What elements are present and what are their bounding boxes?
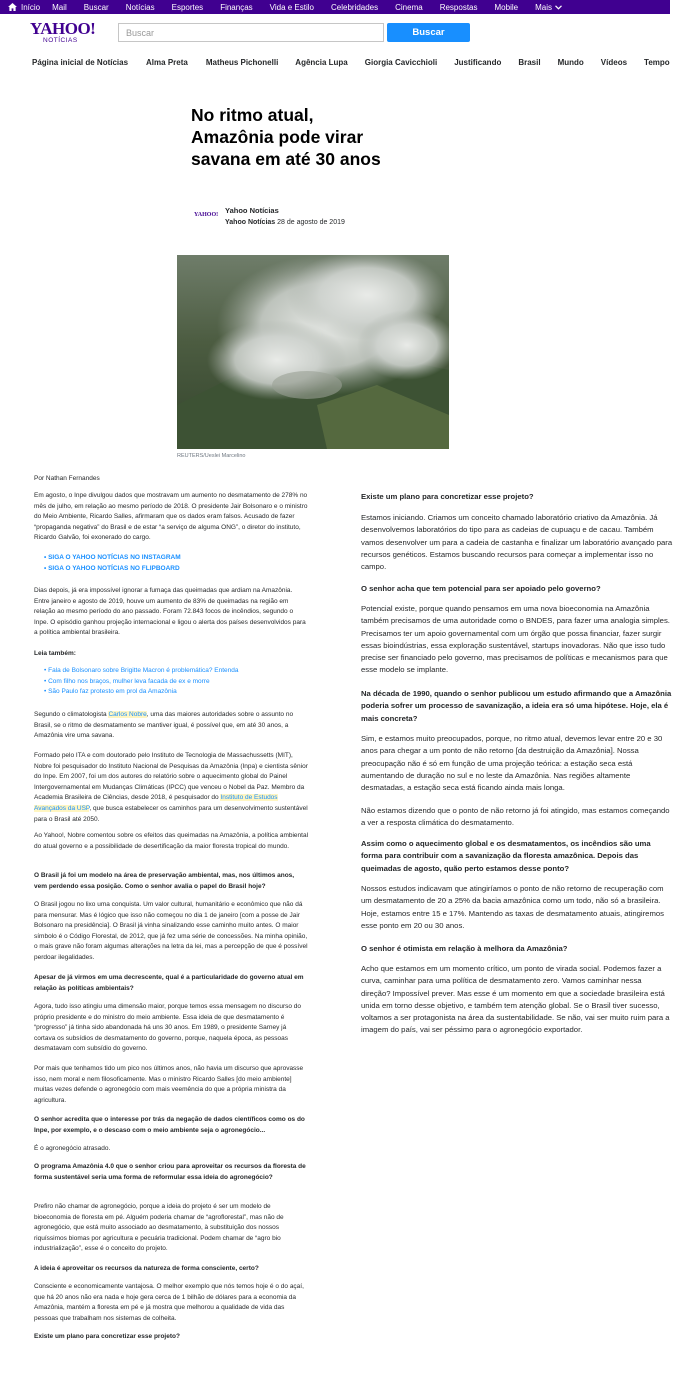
topbar-item-cinema[interactable] <box>395 3 423 12</box>
interview-question <box>361 688 673 725</box>
related-link-label: Com filho nos braços, mulher leva facada de ex e morre <box>48 677 210 685</box>
topbar-label: Mobile <box>494 2 519 12</box>
interview-answer <box>361 883 673 932</box>
related-link-label: São Paulo faz protesto em prol da Amazônia <box>48 688 177 696</box>
answer-text: Acho que estamos em um momento crítico, um ponto de virada social. Podemos fazer a curva, caminhar para uma política de desmatamento zero. Vamos caminhar nessa direção? Impossível prever. Mas esse é um momento em que a sociedade brasileira está unida em torno desse objetivo, e também tem atenção global. Se o Brasil tiver sucesso, voltamos a ser protagonista na área da sustentabilidade. Se não, vai ser muito ruim para a imagem do país, vai ser péssimo para o agronegócio exportador. <box>361 964 670 1035</box>
interview-answer <box>361 805 673 830</box>
topbar-label: Buscar <box>83 2 109 12</box>
topbar-label: Notícias <box>125 2 155 12</box>
question-text: A ideia é aproveitar os recursos da natureza de forma consciente, certo? <box>34 1265 259 1272</box>
interview-answer <box>361 603 673 677</box>
related-heading-text: Leia também: <box>34 650 76 657</box>
question-text: O senhor é otimista em relação à melhora da Amazônia? <box>361 944 568 953</box>
home-icon <box>8 3 17 11</box>
topbar-item-celebridades[interactable] <box>331 3 378 12</box>
article-meta <box>225 219 345 226</box>
nav-item-justificando[interactable]: Justificando <box>454 58 502 67</box>
answer-text: Por mais que tenhamos tido um pico nos últimos anos, não havia um discurso que aprovasse isso, nem moral e nem filosoficamente. Mas o ministro Ricardo Salles [do meio ambiente] muitas vezes defende o agronegócio com mais veemência do que a própria ministra da agricultura. <box>34 1065 304 1104</box>
article-date: 28 de agosto de 2019 <box>277 219 345 226</box>
interview-question <box>361 583 673 595</box>
paragraph-text: Em agosto, o Inpe divulgou dados que mostravam um aumento no desmatamento de 278% no mês de julho, em relação ao mesmo período de 2018. O presidente Jair Bolsonaro e o ministro do Meio Ambiente, Ricardo Salles, afirmaram que os dados eram falsos. Acusado de fazer “propaganda negativa” do Brasil e de estar “a serviço de alguma ONG”, o diretor do instituto, Ricardo Galvão, foi exonerado do cargo. <box>34 492 308 542</box>
paragraph <box>34 831 308 852</box>
interview-question <box>34 1162 308 1183</box>
question-text: Existe um plano para concretizar esse projeto? <box>361 492 534 501</box>
interview-question <box>361 491 673 503</box>
topbar-label: Finanças <box>220 2 253 12</box>
related-link[interactable]: • São Paulo faz protesto em prol da Amazônia <box>44 688 177 696</box>
question-text: O Brasil já foi um modelo na área de preservação ambiental, mas, nos últimos anos, vem perdendo essa posição. Como o senhor avalia o papel do Brasil hoje? <box>34 872 295 890</box>
text-run: , uma das maiores autoridades sobre o assunto no Brasil, se o ritmo de desmatamento se mantiver igual, é possível que, em até 30 anos, a Amazônia vire uma savana. <box>34 711 294 740</box>
paragraph-text <box>34 710 308 742</box>
topbar-item-inicio[interactable] <box>8 3 40 12</box>
source-logo: YAHOO! <box>194 212 219 218</box>
topbar-item-mais[interactable] <box>535 3 562 12</box>
related-link-label: Fala de Bolsonaro sobre Brigitte Macron é problemática? Entenda <box>48 667 239 674</box>
interview-answer <box>34 900 308 964</box>
topbar-item-esportes[interactable] <box>172 3 204 12</box>
topbar-label: Esportes <box>171 2 204 12</box>
paragraph-text <box>34 751 308 825</box>
answer-text: Nossos estudos indicavam que atingiríamos o ponto de não retorno de recuperação com um desmatamento de 20 a 25% da bacia amazônica como um todo, não só a brasileira. Hoje, estamos entre 15 e 17%. Mantendo as taxas de desmatamento atuais, atingiremos esse ponto em 20 ou 30 anos. <box>361 884 664 930</box>
question-text: Na década de 1990, quando o senhor publicou um estudo afirmando que a Amazônia poderia sofrer um processo de savanização, a ideia era só uma hipótese. Hoje, ela é mais concreta? <box>361 689 672 723</box>
interview-question <box>361 943 673 955</box>
chevron-down-icon <box>555 5 562 10</box>
answer-text: Potencial existe, porque quando pensamos em uma nova bioeconomia na Amazônia também precisamos de uma autoridade como o BNDES, para fazer uma analogia simples. Precisamos ter um apoio governamental com um órgão que possa financiar, fazer surgir essas bioindústrias, essa exploração sustentável, startups inovadoras. Não que isso tudo precise ser financiado pelo governo, mas precisamos de políticas e mecanismos para que esse modelo se implante. <box>361 604 670 675</box>
related-link[interactable]: • Com filho nos braços, mulher leva facada de ex e morre <box>44 677 210 685</box>
topbar-label: Celebridades <box>330 2 379 12</box>
image-caption: REUTERS/Ueslei Marcelino <box>177 453 246 459</box>
answer-text: O Brasil jogou no lixo uma conquista. Um valor cultural, humanitário e econômico que não dá para mensurar. Mas é lógico que isso não começou no dia 1 de janeiro [com a posse de Jair Bolsonaro na presidência]. O Brasil já vinha sinalizando esse caminho muito antes. O maior símbolo é o Código Florestal, de 2012, que já fez uma série de concessões. Na minha opinião, o mais grave não foram algumas alterações na letra da lei, mas a percepção de que é possível perdoar ilegalidades. <box>34 901 308 961</box>
question-text: Apesar de já virmos em uma decrescente, qual é a particularidade do governo atual em relação às políticas ambientais? <box>34 974 304 992</box>
carlos-nobre-link[interactable]: Carlos Nobre <box>108 711 147 718</box>
author-line-block <box>34 474 308 485</box>
text-run: Segundo o climatologista <box>34 711 109 718</box>
interview-answer <box>34 1144 308 1155</box>
nav-item-agencia-lupa[interactable]: Agência Lupa <box>295 58 348 67</box>
author-name[interactable]: Yahoo Notícias <box>225 206 279 215</box>
search-input[interactable] <box>118 23 384 42</box>
topbar-label: Vida e Estilo <box>269 2 314 12</box>
article-hero-image[interactable] <box>177 255 449 449</box>
related-heading <box>34 649 308 660</box>
article-title: No ritmo atual, Amazônia pode virar savana em até 30 anos <box>191 105 381 169</box>
answer-text: Sim, e estamos muito preocupados, porque, no ritmo atual, devemos levar entre 20 e 30 anos para chegar a um ponto de não retorno [da destruição da Amazônia]. Nossa preocupação não é só em função de uma projeção teórica: a estação seca está aumentando de duração no sul e no leste da Amazônia. Nas regiões altamente desmatadas, a estação seca está ficando ainda mais longa. <box>361 734 663 793</box>
topbar-item-noticias[interactable] <box>126 3 155 12</box>
nav-item-videos[interactable]: Vídeos <box>600 58 628 67</box>
question-text: O senhor acha que tem potencial para ser apoiado pelo governo? <box>361 584 601 593</box>
flipboard-promo-link[interactable]: • SIGA O YAHOO NOTÍCIAS NO FLIPBOARD <box>44 564 180 572</box>
interview-answer <box>34 1202 308 1255</box>
nav-item-tempo[interactable]: Tempo <box>644 58 670 67</box>
question-text: O programa Amazônia 4.0 que o senhor criou para aproveitar os recursos da floresta de forma sustentável seria uma forma de reformular essa ideia do agronegócio? <box>34 1163 306 1181</box>
related-link[interactable]: • Fala de Bolsonaro sobre Brigitte Macron é problemática? Entenda <box>44 667 239 674</box>
answer-text: Estamos iniciando. Criamos um conceito chamado laboratório criativo da Amazônia. Já desenvolvemos laboratórios do tipo para as cadeias de cupuaçu e de cacau. Também vamos desenvolver um para a cadeia de castanha e finalizar um laboratório avançado para recursos genéticos. Estamos buscando recursos para começar a implementar isso no campo. <box>361 513 673 572</box>
interview-answer <box>34 1064 308 1106</box>
nav-item-alma-preta[interactable]: Alma Preta <box>146 58 188 67</box>
topbar-item-vida-estilo[interactable] <box>270 3 314 12</box>
interview-answer <box>361 963 673 1037</box>
nav-item-giorgia-cavicchioli[interactable]: Giorgia Cavicchioli <box>364 58 438 67</box>
interview-question <box>34 1115 308 1136</box>
interview-question <box>34 1332 308 1343</box>
question-text: O senhor acredita que o interesse por trás da negação de dados científicos como os do Inpe, por exemplo, e o descaso com o meio ambiente seja o agronegócio... <box>34 1116 305 1134</box>
section-nav <box>32 58 670 67</box>
answer-text: Prefiro não chamar de agronegócio, porque a ideia do projeto é ser um modelo de bioeconomia de floresta em pé. Alguém poderia chamar de “agroflorestal”, mas não de agronegócio, que está muito associado ao desmatamento, à substituição dos nossos riquíssimos biomas por agricultura e pecuária tradicional. Podem chamar de “agro bio industrialização”, esse é o conceito do projeto. <box>34 1203 284 1253</box>
paragraph <box>34 710 308 742</box>
interview-answer <box>361 512 673 573</box>
nav-item-mundo[interactable]: Mundo <box>557 58 584 67</box>
promo-label: SIGA O YAHOO NOTÍCIAS NO INSTAGRAM <box>48 554 181 561</box>
interview-question <box>361 838 673 875</box>
paragraph <box>34 491 308 544</box>
nav-item-matheus-pichonelli[interactable]: Matheus Pichonelli <box>205 58 279 67</box>
promo-label: SIGA O YAHOO NOTÍCIAS NO FLIPBOARD <box>48 564 180 572</box>
question-text: Existe um plano para concretizar esse projeto? <box>34 1333 180 1340</box>
nav-item-brasil[interactable]: Brasil <box>518 58 541 67</box>
author-line: Por Nathan Fernandes <box>34 475 100 482</box>
topbar-item-respostas[interactable] <box>440 3 478 12</box>
interview-answer <box>34 1002 308 1055</box>
article-source: Yahoo Notícias <box>225 219 276 226</box>
topbar-item-mail[interactable] <box>52 3 67 12</box>
interview-question <box>34 871 308 892</box>
instagram-promo-link[interactable]: • SIGA O YAHOO NOTÍCIAS NO INSTAGRAM <box>44 554 181 561</box>
interview-answer <box>361 733 673 794</box>
topbar-label: Mail <box>52 2 67 12</box>
search-button[interactable]: Buscar <box>387 23 470 42</box>
topbar-item-buscar[interactable] <box>84 3 109 12</box>
logo-subtitle: NOTÍCIAS <box>43 37 78 44</box>
paragraph <box>34 751 308 825</box>
logo-wordmark: YAHOO! <box>30 19 96 38</box>
nav-item-home[interactable]: Página inicial de Notícias <box>32 58 129 67</box>
related-links <box>44 666 318 698</box>
topbar-label: Respostas <box>439 2 478 12</box>
interview-question <box>34 973 308 994</box>
top-bar <box>0 0 670 14</box>
text-run: Formado pelo ITA e com doutorado pelo Instituto de Tecnologia de Massachussetts (MIT), Nobre foi pesquisador do Instituto Nacional de Pesquisas da Amazônia (Inpa) e cientista sênior do Inpe. Em 2007, foi um dos autores do relatório sobre o aquecimento global do Painel Intergovernamental em Mudanças Climáticas (IPCC) que venceu o Nobel da Paz. Membro da Academia Brasileira de Ciências, desde 2018, é pesquisador do <box>34 752 308 802</box>
paragraph-text: Ao Yahoo!, Nobre comentou sobre os efeitos das queimadas na Amazônia, a política ambiental do atual governo e a possibilidade de desertificação da maior floresta tropical do mundo. <box>34 832 309 850</box>
question-text: Assim como o aquecimento global e os desmatamentos, os incêndios são uma forma para contribuir com a savanização da floresta amazônica. Depois das queimadas de agosto, quão perto estamos desse ponto? <box>361 839 651 873</box>
paragraph <box>34 586 308 639</box>
paragraph-text: Dias depois, já era impossível ignorar a fumaça das queimadas que ardiam na Amazônia. Entre janeiro e agosto de 2019, houve um aumento de 83% de queimadas na região em relação ao mesmo período do ano passado. Foram 72.843 focos de incêndios, segundo o Inpe. O episódio ganhou projeção internacional e ligou o alerta dos países desenvolvidos para a política ambiental brasileira. <box>34 587 306 637</box>
topbar-label: Mais <box>535 2 552 12</box>
topbar-item-mobile[interactable] <box>495 3 519 12</box>
topbar-label: Cinema <box>395 2 423 12</box>
interview-question <box>34 1264 308 1275</box>
usp-institute-link[interactable]: Instituto de Estudos Avançados da USP <box>34 794 278 812</box>
answer-text: Agora, tudo isso atingiu uma dimensão maior, porque temos essa mensagem no discurso do próprio presidente e do ministro do meio ambiente. Essa ideia de que desmatamento é “progresso” já tinha sido abandonada há uns 30 anos. Em 1989, o presidente Sarney já cortava os subsídios de desmatamento do governo, porque, naquela época, as pessoas desmatavam com subsídio do governo. <box>34 1003 302 1053</box>
topbar-label: Início <box>21 2 41 12</box>
text-run: , que busca estabelecer os caminhos para um desenvolvimento sustentável para o Brasil até 2050. <box>34 804 308 823</box>
topbar-item-financas[interactable] <box>220 3 252 12</box>
forest-fire-photo <box>177 255 449 449</box>
answer-text: Não estamos dizendo que o ponto de não retorno já foi atingido, mas estamos começando a ver a resposta climática do desmatamento. <box>361 806 670 828</box>
answer-text: Consciente e economicamente vantajosa. O melhor exemplo que nós temos hoje é o do açaí, que há 20 anos não era nada e hoje gera cerca de 1 bilhão de dólares para a economia da Amazônia, mantém a floresta em pé e já mostra que melhorou a qualidade de vida das pessoas que trabalham nos sistemas de colheita. <box>34 1283 304 1322</box>
social-promos <box>44 553 318 574</box>
answer-text: É o agronegócio atrasado. <box>34 1145 111 1152</box>
interview-answer <box>34 1282 308 1324</box>
yahoo-noticias-logo[interactable] <box>30 19 96 46</box>
